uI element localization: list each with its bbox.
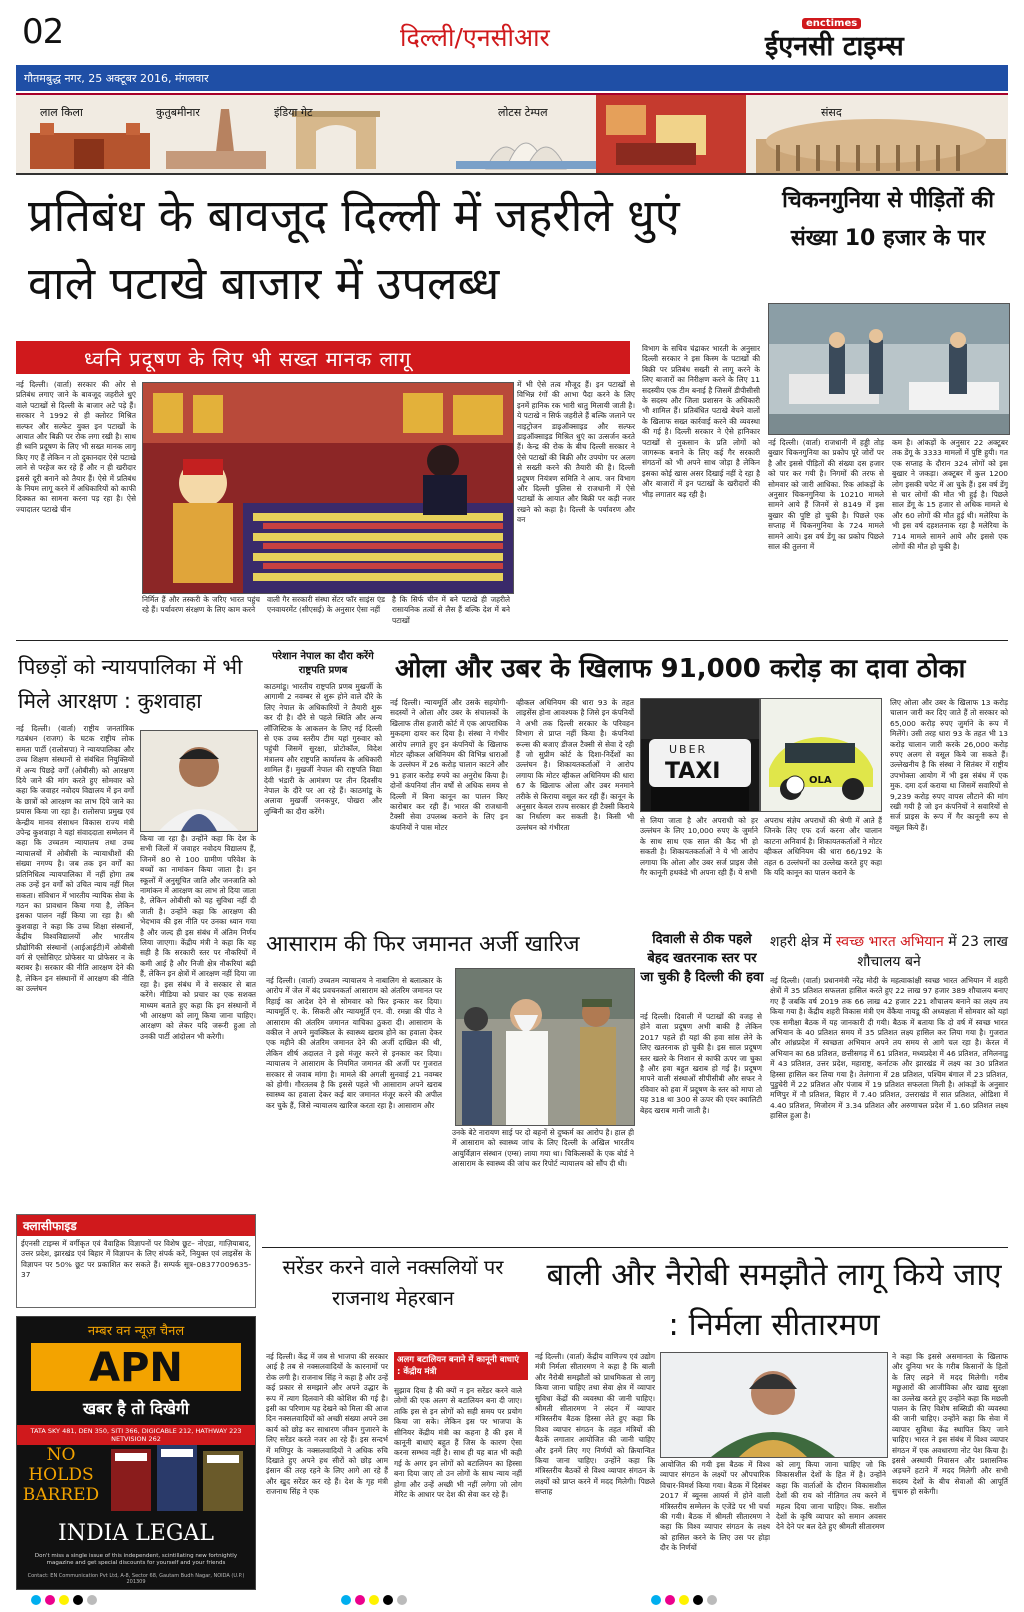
ola-col-2: व्हीकल अधिनियम की धारा 93 के तहत लाइसेंस होना आवश्यक है जिसे इन कंपनियों ने अभी तक दिल्ली सरकार के परिवहन विभाग से प्राप्त नहीं किया है। कंपनियां रूल्स की बजाए डीजल टैक्सी से सेवा दे रही हैं जो सुप्रीम कोर्ट के दिशा-निर्देशों का उल्लंघन है। शिकायतकर्ताओं ने आरोप लगाया कि मोटर व्हीकल अधिनियम की धारा 67 के खिलाफ ओला और उबर मनमाने तरीके से किराया वसूल कर रही हैं। कानून के अनुसार केवल राज्य सरकार ही टैक्सी किराये का निर्धारण कर सकती है। किसी भी उल्लंघन को गंभीरता: [516, 698, 634, 832]
registration-dots-right: [651, 1595, 717, 1605]
chikungunya-headline: चिकनगुनिया से पीड़ितों की संख्या 10 हजार के पार: [782, 188, 994, 251]
dateline-bar: [16, 65, 1008, 91]
ola-col-4: अपराध संज्ञेय अपराधों की श्रेणी में आते हैं जिनके लिए एफ दर्ज करना और चालान काटना अनिवार्य है। शिकायतकर्ताओं ने मोटर व्हीकल अधिनियम की धारा 66/192 के तहत 6 उल्लंघनों का उल्लेख करते हुए कहा कि यदि कानून का पालन कराने के: [764, 816, 882, 878]
nirmala-col-3: को लागू किया जाना चाहिए जो कि विकासशील देशों के हित में है। उन्होंने कहा कि वार्ताओं के दौरान विकासशील देशों की राय को नीतिगत तय करने में महत्व दिया जाना चाहिए। विक. सशील देशों के कृषि व्यापार को समान अवसर देने देने पर बल देते हुए श्रीमती सीतारमण: [776, 1460, 886, 1532]
naxal-col-1: नई दिल्ली। केंद्र में जब से भाजपा की सरकार आई है तब से नक्सलवादियों के कारनामों पर रोक लगी है। राजनाथ सिंह ने कहा है और उन्हें कई प्रकार से समझाने और अपने उद्धार के रूप में त्याग दिलवाने की कोशिश की गई है। इसी का परिणाम यह देखने को मिला की आज दिन नक्सलवादियों को अच्छी संख्या अपने उस कार्य को छोड़ कर साधारण जीवन गुजारने के लिए सरेंडर करते नजर आ रहे हैं। इस सन्दर्भ में मणिपुर के नक्सलवादियों ने अधिक रुचि दिखाते हुए अपने हथ सीरों को छोड़ आम इंसान की तरह रहने के लिए आगे आ रहे हैं और खुद सरेंडर कर रहे हैं। देश के गृह मंत्री राजनाथ सिंह ने एक: [266, 1352, 388, 1497]
naxal-headline: सरेंडर करने वाले नक्सलियों पर राजनाथ मेहरबान: [282, 1255, 504, 1310]
nirmala-col-4: ने कहा कि इससे असमानता के खिलाफ और दुनिया भर के गरीब किसानों के हितों के लिए लड़ने में मदद मिलेगी। गरीब मछुआरों की आजीविका और खाद्य सुरक्षा का उल्लेख करते हुए उन्होंने कहा कि मछली पालन के लिए विशेष सब्सिडी की व्यवस्था की जानी चाहिए। उन्होंने कहा कि सेवा में व्यापार सुविधा केंद्र स्थापित किए जाने चाहिए। भारत ने इस संबंध में विश्व व्यापार संगठन में एक अवधारणा नोट पेश किया है। इससे अस्थायी निवासन और प्रशासनिक अड़चनें हटाने में मदद मिलेगी और सभी सदस्य देशों के बीच सेवाओं की आपूर्ति सुचारु हो सकेगी।: [892, 1352, 1008, 1497]
asaram-headline: आसाराम की फिर जमानत अर्जी खारिज: [266, 932, 580, 957]
asaram-photo: [455, 968, 635, 1126]
ola-cab-photo: [760, 698, 882, 812]
nepal-col-1: काठमांडू। भारतीय राष्ट्रपति प्रणब मुखर्जी के आगामी 2 नवम्बर से शुरू होने वाले दौरे के लिए नेपाल के अधिकारियों ने तैयारी शुरू कर दी है। दौरे से पहले स्थिति और अन्य लॉजिस्टिक के आकलन के लिए नई दिल्ली से एक उच्च स्तरीय टीम यहां गुरुवार को पहुंची जिसमें सुरक्षा, प्रोटोकॉल, विदेश मंत्रालय और राष्ट्रपति कार्यालय के अधिकारी शामिल हैं। मुखर्जी नेपाल की राष्ट्रपति विद्या देवी भंडारी के आमंत्रण पर तीन दिवसीय नेपाल के दौरे पर आ रहे हैं। काठमांडू के अलावा मुखर्जी जनकपुर, पोखरा और लुम्बिनी का दौरा करेंगे।: [264, 682, 382, 816]
divider: [16, 640, 1008, 641]
god-figure-illustration: [173, 459, 233, 583]
ola-col-1: नई दिल्ली। न्यायमूर्ति और उसके सहयोगी-सदस्यों ने ओला और उबर के संचालकों के खिलाफ तीस हजारी कोर्ट में एक आपराधिक मुकदमा दायर कर दिया है। संस्था ने गंभीर आरोप लगाते हुए इन कंपनियों के खिलाफ मोटर व्हीकल अधिनियम की विभिन्न धाराओं के उल्लंघन में 26 करोड़ चालान काटने और 91 हजार करोड़ रुपये का अनुरोध किया है। दोनों कंपनियां तीन वर्षों से अधिक समय से दिल्ली में बिना कानून का पालन किए कारोबार कर रही हैं। भारत की राजधानी टैक्सी सेवा उपलब्ध कराने के लिए इन कंपनियों ने पास मोटर: [390, 698, 508, 832]
naxal-box-title-text: अलग बटालियन बनाने में कानूनी बाधाएं : केंद्रीय मंत्री: [397, 1355, 519, 1377]
naxal-box-title: [394, 1352, 528, 1380]
naxal-col-2: सुझाव दिया है की क्यों न इन सरेंडर करने वाले लोगों की एक अलग से बटालियन बना दी जाए। ताकि इस से इन लोगों को सही समय पर प्रयोग किया जा सके। लेकिन इस पर भाजपा के सीनियर केंद्रीय मंत्री का कहना है की इस में कानूनी बाधाएं बहुत हैं जिस के कारण ऐसा करना सम्भव नहीं है। साथ ही यह बात भी कही गई के अगर इन लोगों को बटालियन का हिस्सा बना दिया जाए तो उन लोगों के साथ न्याय नहीं होगा और उन्हें अच्छी भी नहीं लगेगा जो लोग मेरिट के आधार पर देश की सेवा कर रहे हैं।: [394, 1386, 522, 1500]
kushwaha-col-2: किया जा रहा है। उन्होंने कहा कि देश के सभी जिलों में जवाहर नवोदय विद्यालय हैं, जिनमें 80 से 100 ग्रामीण परिवेश के बच्चों का नामांकन किया जाता है। इन स्कूलों में अनुसूचित जाति और जनजाति को नामांकन में आरक्षण का लाभ तो दिया जाता है, लेकिन ओबीसी को यह सुविधा नहीं दी जाती है। उन्होंने कहा कि आरक्षण की भेदभाव की इस नीति पर उनका ध्यान गया है और जल्द ही इस संबंध में अंतिम निर्णय लिया जाएगा। केंद्रीय मंत्री ने कहा कि यह सही है कि सरकारी स्तर पर नौकरियों में कमी आई है और निजी क्षेत्र नौकरियां बढ़ी हैं, लेकिन इन क्षेत्रों में आरक्षण नहीं दिया जा रहा है। इस संबंध में वे सरकार से बात करेंगे। मीडिया को प्रचार का एक सशक्त माध्यम बताते हुए कहा कि इन संस्थानों में भी आरक्षण को लागू किया जाना चाहिए। आरक्षण को लेकर यदि जरूरी हुआ तो उनकी पार्टी आंदोलन भी करेगी।: [140, 834, 256, 1041]
taxi-label: TAXI: [665, 759, 721, 784]
divider: [262, 1247, 1008, 1248]
chikungunya-col-2: कम है। आंकड़ों के अनुसार 22 अक्टूबर तक डेंगू के 3333 मामलों में पुष्टि हुयी। गत एक सप्ताह के दौरान 324 लोगों को इस बुखार ने जकड़ा। अक्टूबर में कुल 1200 लोग इसकी चपेट में आ चुके हैं। इस वर्ष डेंगू से चार लोगों की मौत भी हुई है। पिछले साल डेंगू के 15 हजार से अधिक मामले थे और 60 लोगों की मौत हुई थी। मलेरिया के भी इस वर्ष दहशतनाक रहा है मलेरिया के 714 मामले सामने आये और इससे एक लोगों की मौत हो चुकी है।: [892, 438, 1008, 552]
landmark-label-parliament: संसद: [821, 106, 842, 119]
dateline: गौतमबुद्ध नगर, 25 अक्टूबर 2016, मंगलवार: [24, 72, 209, 85]
swachh-headline-red: स्वच्छ भारत अभियान: [835, 934, 944, 950]
swachh-headline-tail: में 23 लाख शौचालय बने: [857, 934, 1008, 970]
swachh-headline-plain: शहरी क्षेत्र में: [770, 934, 832, 950]
lead-col-1: नई दिल्ली। (वार्ता) सरकार की ओर से प्रतिबंध लगाए जाने के बावजूद जहरीले धुएं वाले पटाखों से दिल्ली के बाजार अटे पड़े हैं। सरकार ने 1992 से ही क्लोरट मिश्रित सल्फर और सल्फेट युक्त इन पटाखों के आयात और बिक्री पर रोक लगा रखी है। साथ ही ध्वनि प्रदूषण के लिए भी सख्त मानक लागू किए गए हैं लेकिन न तो दुकानदार ऐसे पटाखे लाने से परहेज कर रहे हैं और न ही खरीदार इससे दूरी बनाने को तैयार हैं। ऐसे में प्रतिबंध के नियम लागू करने में अधिकारियों को काफी दिक्कत का सामना करना पड़ रहा है। ऐसे ज्यादातर पटाखे चीन: [16, 380, 136, 514]
apn-tagline: नम्बर वन न्यूज़ चैनल: [87, 1324, 185, 1339]
ola-headline: ओला और उबर के खिलाफ 91,000 करोड़ का दावा ठोका: [395, 654, 966, 684]
apn-logo: APN: [89, 1345, 183, 1391]
kushwaha-headline: पिछड़ों को न्यायपालिका में भी मिले आरक्षण : कुशवाहा: [18, 655, 243, 713]
print-registration-marks: [0, 1592, 1024, 1608]
ola-col-3: से लिया जाता है और अपराधी को हर उल्लंघन के लिए 10,000 रुपए के जुर्माने के साथ साथ एक साल की कैद भी हो सकती है। शिकायतकर्ताओं ने ये भी आरोप लगाया कि ओला और उबर सर्ज प्राइस जैसे गैर कानूनी हथकंडे भी अपना रही हैं। ये सभी: [640, 816, 758, 878]
apn-slogan: खबर है तो दिखेगी: [82, 1399, 190, 1418]
apn-footer: Don't miss a single issue of this independent, scintillating new fortnightly magazine and get special discounts for yourself and your friends: [34, 1553, 238, 1566]
classified-title: क्लासीफाइड: [17, 1215, 255, 1236]
nirmala-col-2: आयोजित की गयी इस बैठक में विश्व व्यापार संगठन के लक्ष्यों पर औपचारिक विचार-विमर्श किया गया। बैठक में दिसंबर 2017 में ब्यूनस आयर्स में होने वाली मंत्रिस्तरीय सम्मेलन के एजेंडे पर भी चर्चा की गयी। बैठक में श्रीमती सीतारमण ने कहा कि विश्व व्यापार संगठन के लक्ष्य को हासिल करने के लिए उस पर होड़ा दौर के निर्णयों: [660, 1460, 770, 1553]
classified-box: [16, 1214, 256, 1308]
apn-logo-block: [31, 1343, 241, 1391]
asaram-col-1: नई दिल्ली। (वार्ता) उच्चतम न्यायालय ने नाबालिग से बलात्कार के आरोप में जेल में बंद प्रवचनकर्ता आसाराम को अंतरिम जमानत पर रिहाई का आदेश देने से सोमवार को फिर इन्कार कर दिया। न्यायमूर्ति ए. के. सिकरी और न्यायमूर्ति एन. वी. रमन्ना की पीठ ने आसाराम की अंतरिम जमानत याचिका ठुकरा दी। आसाराम के वकील ने अपने मुवक्किल के स्वास्थ्य खराब होने का हवाला देकर एक महीने की अंतरिम जमानत देने की अर्जी दाखिल की थी, लेकिन शीर्ष अदालत ने इसे मंजूर करने से इनकार कर दिया। न्यायालय ने आसाराम के नियमित जमानत की अर्जी पर गुजरात सरकार से जवाब मांगा है। मामले की अगली सुनवाई 21 नवम्बर को होगी। गौरतलब है कि इससे पहले भी आसाराम अपने खराब स्वास्थ्य का हवाला देकर कई बार जमानत मंजूर करने की अपील कर चुके हैं, जिसे न्यायालय खारिज करता रहा है। आसाराम और: [266, 976, 442, 1110]
apn-contact: Contact: EN Communication Pvt Ltd, A-8, Sector 68, Gautam Budh Nagar, NOIDA (U.P.) 201309: [27, 1573, 245, 1585]
diwali-col-1: नई दिल्ली। दिवाली में पटाखों की वजह से होने वाला प्रदूषण अभी बाकी है लेकिन 2017 पहले ही यहां की हवा सांस लेने के लिए खतरनाक हो चुकी है। इस साल प्रदूषण स्तर खतरे के निशान से काफी ऊपर जा चुका है और हवा बहुत खराब हो गई है। प्रदूषण मापने वाली संस्थाओं सीपीसीबी और सफर ने रविवार को हवा में प्रदूषण के स्तर को मापा तो यह 318 था 300 से ऊपर की एयर क्वालिटी बेहद खराब मानी जाती है।: [640, 1012, 762, 1115]
section-title: दिल्ली/एनसीआर: [400, 23, 550, 52]
registration-dots-mid: [341, 1595, 407, 1605]
ola-label: OLA: [809, 775, 832, 786]
nirmala-headline: बाली और नैरोबी समझौते लागू किये जाए : निर्मला सीतारमण: [546, 1257, 1002, 1343]
uber-taxi-photo: [640, 698, 760, 812]
page-number: 02: [22, 12, 64, 52]
kushwaha-portrait: [140, 730, 258, 832]
nirmala-col-1: नई दिल्ली। (वार्ता) केंद्रीय वाणिज्य एवं उद्योग मंत्री निर्मला सीतारमण ने कहा है कि बाली और नैरोबी समझौतों को प्राथमिकता से लागू किया जाना चाहिए तथा सेवा क्षेत्र में व्यापार सुविधा केंद्रों की व्यवस्था की जानी चाहिए। श्रीमती सीतारमण ने लंदन में व्यापार मंत्रिस्तरीय बैठक हिस्सा लेते हुए कहा कि विश्व व्यापार संगठन के तहत मंत्रियों की बैठकें लगातार आयोजित की जानी चाहिए और इनमें लिए गए निर्णयों को क्रियान्वित किया जाना चाहिए। उन्होंने कहा कि मंत्रिस्तरीय बैठकों से विश्व व्यापार संगठन के लक्ष्यों को प्राप्त करने में मदद मिलेगी। पिछले सप्ताह: [535, 1352, 655, 1497]
fireworks-market-photo: [142, 382, 514, 594]
magazine-covers-illustration: [109, 1445, 251, 1515]
lead-col-3: वाली गैर सरकारी संस्था सेंटर फॉर साइंस एंड एनवायरमेंट (सीएसई) के अनुसार ऐसा नहीं: [267, 595, 385, 615]
brand-logo: ईएनसी टाइम्स: [765, 31, 904, 62]
landmark-strip: [16, 93, 1008, 175]
swachh-headline: [770, 932, 1008, 972]
lead-col-5: में भी ऐसे तत्व मौजूद हैं। इन पटाखों से विभिन्न रंगों की आभा पैदा करने के लिए इनमें हानिक रक भारी धातु मिलायी जाती है। ये पटाखे न सिर्फ जहरीले हैं बल्कि जलाने पर नाइट्रोजन डाइऑक्साइड और सल्फर डाइऑक्साइड मिश्रित धुएं का उत्सर्जन करते हैं। केन्द्र की रोक के बीच दिल्ली सरकार ने ऐसे पटाखों की बिक्री और उपयोग पर अलग से सख्ती करने की तैयारी की है। दिल्ली प्रदूषण नियंत्रण समिति ने आय. जन विभाग और दिल्ली पुलिस से राजधानी में ऐसे पटाखों के आयात और बिक्री पर कड़ी नजर रखने को कहा है। दिल्ली के पर्यावरण और वन: [517, 380, 635, 525]
lead-col-2: निर्मित हैं और तस्करी के जरिए भारत पहुंच रहे हैं। पर्यावरण संरक्षण के लिए काम करने: [142, 595, 260, 615]
classified-body: ईएनसी टाइम्स में वर्गीकृत एवं वैवाहिक विज्ञापनों पर विशेष छूट– नोएडा, गाज़ियाबाद, उत्तर प्रदेश, झारखंड एवं बिहार में विज्ञापन के लिए संपर्क करें, नियुक्त एवं लाइसेंस के विज्ञापन पर 50% छूट पर प्रकाशित कर सकते हैं। सम्पर्क सूत्र–08377009635-37: [21, 1239, 251, 1280]
apn-advertisement: [16, 1316, 256, 1590]
no-holds-barred: NO HOLDS BARRED: [22, 1445, 100, 1505]
india-legal-logo: INDIA LEGAL: [58, 1521, 214, 1546]
delhi-collage-illustration: [596, 95, 746, 173]
uber-label: UBER: [669, 743, 708, 756]
nepal-headline: परेशान नेपाल का दौरा करेंगे राष्ट्रपति प्रणब: [272, 651, 374, 676]
lead-col-6: विभाग के सचिव चंद्राकर भारती के अनुसार दिल्ली सरकार ने इस किस्म के पटाखों की बिक्री पर प्रतिबंध सख्ती से लागू करने के लिए बाजारों का निरीक्षण करने के लिए 11 सदस्यीय एक टीम बनाई है जिसमें डीपीसीसी के सदस्य और जिला प्रशासन के अधिकारी भी शामिल हैं। प्रतिबंधित पटाखे बेचने वालों के खिलाफ सख्त कार्रवाई करने की व्यवस्था की गई है। दिल्ली सरकार ने ऐसे हानिकार पटाखों से नुकसान के प्रति लोगों को जागरूक बनाने के लिए कई गैर सरकारी संगठनों को भी अपने साथ जोड़ा है लेकिन इसका कोई खास असर दिखाई नहीं दे रहा है और बाजारों में इन पटाखों के खरीदारों की भीड़ लगातार बढ़ रही है।: [642, 344, 760, 499]
ola-col-5: लिए ओला और उबर के खिलाफ 13 करोड़ चालान जारी कर दिए जाते हैं तो सरकार को 65,000 करोड़ रुपए जुर्माने के रूप में मिलेंगे। उसी तरह धारा 93 के तहत भी 13 करोड़ चालान जारी करके 26,000 करोड़ रुपए अलग से वसूल किये जा सकते हैं। उल्लेखनीय है कि संस्था ने सितंबर में राष्ट्रीय उपभोक्ता आयोग में भी इस संबंध में एक मुक. दमा दर्ज कराया था जिसमें सवारियों से 9,239 करोड़ रुपए वापस लौटाने की मांग रखी गयी है जो इन कंपनियों ने सवारियों से सर्ज प्राइस के रूप में गैर कानूनी रूप से वसूल किये हैं।: [890, 698, 1008, 832]
landmark-label-india-gate: इंडिया गेट: [274, 106, 313, 119]
lead-strap: [16, 341, 630, 374]
landmark-label-lotus: लोटस टेम्पल: [498, 106, 548, 119]
apn-channels: TATA SKY 481, DEN 350, SITI 366, DIGICABLE 212, HATHWAY 223 NETVISION 262: [17, 1425, 255, 1445]
lead-headline: प्रतिबंध के बावजूद दिल्ली में जहरीले धुएं वाले पटाखे बाजार में उपलब्ध: [28, 189, 680, 310]
brand-small: enctimes: [802, 18, 861, 29]
registration-dots-left: [31, 1595, 97, 1605]
man-white-robes-illustration: [506, 999, 548, 1125]
landmark-label-qutub: कुतुबमीनार: [156, 106, 200, 119]
diwali-headline: दिवाली से ठीक पहले बेहद खतरनाक स्तर पर जा चुकी है दिल्ली की हवा: [640, 932, 764, 985]
chikungunya-col-1: नई दिल्ली। (वार्ता) राजधानी में हड्डी तोड़ बुखार चिकनगुनिया का प्रकोप पूरे जोरों पर है और इससे पीड़ितों की संख्या दस हजार को पार कर गयी है। निगमों की तरफ से सोमवार को जारी आधिका. रिक आंकड़ों के अनुसार चिकनगुनिया के 10210 मामले सामने आये हैं जिनमें से 8149 में इस बुखार की पुष्टि हो चुकी है। पिछले एक सप्ताह में चिकनगुनिया के 724 मामले सामने आये। इस वर्ष डेंगू का प्रकोप पिछले साल की तुलना में: [768, 438, 884, 552]
swachh-col-1: नई दिल्ली। (वार्ता) प्रधानमंत्री नरेंद्र मोदी के महत्वाकांक्षी स्वच्छ भारत अभियान में शहरी क्षेत्रों में 35 प्रतिशत सफलता हासिल करते हुए 22 लाख 97 हजार 389 शौचालय बनाए गए हैं जबकि वर्ष 2019 तक 66 लाख 42 हजार 221 शौचालय बनाने का लक्ष्य तय किया गया है। केंद्रीय शहरी विकास मंत्री एम वेंकैया नायडू की अध्यक्षता में सोमवार को यहां एक समीक्षा बैठक में यह जानकारी दी गयी। बैठक में बताया कि दो वर्ष में स्वच्छ भारत अभियान के 40 प्रतिशत समय में 35 प्रतिशत लक्ष्य हासिल कर लिया गया है। गुजरात और आंध्रप्रदेश में स्वच्छता अभियान अपने तय समय से आगे चल रहा है। केरल में अभियान का 68 प्रतिशत, छत्तीसगढ़ में 61 प्रतिशत, मध्यप्रदेश में 46 प्रतिशत, तमिलनाडु में 43 प्रतिशत, उत्तर प्रदेश, महाराष्ट्र, कर्नाटक और झारखंड में लक्ष्य का 30 प्रतिशत हिस्सा हासिल कर लिया गया है। तेलंगाना में 28 प्रतिशत, पश्चिम बंगाल में 23 प्रतिशत, पुडुचेरी में 22 प्रतिशत और पंजाब में 19 प्रतिशत सफलता मिली है। आंकड़ों के अनुसार मणिपुर में नौ प्रतिशत, बिहार में 7.40 प्रतिशत, उत्तराखंड में सात प्रतिशत, ओडिशा में 4.40 प्रतिशत, मिजोरम में 3.34 प्रतिशत और अरुणाचल प्रदेश में 1.60 प्रतिशत लक्ष्य हासिल हुआ है।: [770, 976, 1008, 1121]
lead-strap-text: ध्वनि प्रदूषण के लिए भी सख्त मानक लागू: [84, 347, 412, 371]
hospital-ward-photo: [768, 303, 1010, 435]
asaram-col-2: उनके बेटे नारायण साई पर दो बहनों से दुष्कर्म का आरोप है। हाल ही में आसाराम को स्वास्थ्य जांच के लिए दिल्ली के अखिल भारतीय आयुर्विज्ञान संस्थान (एम्स) लाया गया था। चिकित्सकों के एक बोर्ड ने आसाराम के स्वास्थ्य की जांच कर रिपोर्ट न्यायालय को सौंप दी थी।: [452, 1128, 634, 1169]
lead-col-4: है कि सिर्फ चीन में बने पटाखे ही जहरीले रासायनिक तत्वों से लैस हैं बल्कि देश में बने पटाखों: [392, 595, 510, 625]
kushwaha-col-1: नई दिल्ली। (वार्ता) राष्ट्रीय जनतांत्रिक गठबंधन (राजग) के घटक राष्ट्रीय लोक समता पार्टी (रालोसपा) ने न्यायपालिका और उच्च शिक्षण संस्थानों से संबंधित नियुक्तियों में अन्य पिछड़े वर्गों (ओबीसी) को आरक्षण दिये जाने की मांग करते हुए सोमवार को कहा कि जवाहर नवोदय विद्यालय में इन वर्गों के छात्रों को आरक्षण का लाभ दिये जाने का प्रयास किया जा रहा है। रालोसपा प्रमुख एवं केन्द्रीय मानव संसाधन विकास राज्य मंत्री उपेन्द्र कुशवाहा ने यहां संवाददाता सम्मेलन में कहा कि उच्चतम न्यायालय तथा उच्च न्यायालयों में ओबीसी के न्यायाधीशों की संख्या नगण्य है। जब तक इन वर्गों का प्रतिनिधित्व न्यायपालिका में नहीं होगा तब तक उन्हें इन वर्गों को उचित न्याय नहीं मिल सकता। संविधान में भारतीय न्यायिक सेवा के गठन का प्रावधान किया गया है, लेकिन इसका पालन नहीं किया जा रहा है। श्री कुशवाहा ने कहा कि उच्च शिक्षा संस्थानों, केंद्रीय विश्वविद्यालयों और भारतीय प्रौद्योगिकी संस्थानों (आईआईटी)में ओबीसी वर्ग से एसोसिएट प्रोफेसर या प्रोफेसर न के बराबर है। सरकार की नीति आरक्षण देने की है, लेकिन इन संस्थानों में आरक्षण की नीति का उल्लंघन: [16, 724, 134, 994]
landmark-label-red-fort: लाल किला: [40, 106, 83, 119]
nirmala-portrait: [660, 1352, 888, 1458]
